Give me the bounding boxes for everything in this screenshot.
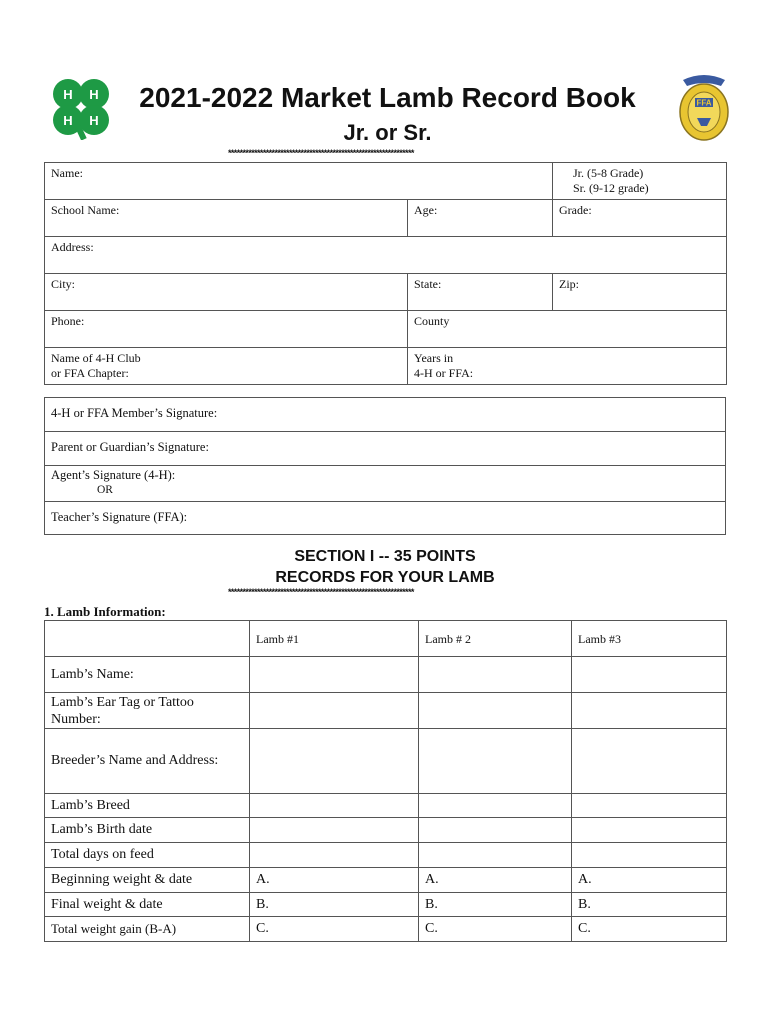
- lamb-3-begin-cell[interactable]: A.: [572, 868, 727, 893]
- zip-label: Zip:: [559, 277, 579, 291]
- row-label-birth: Lamb’s Birth date: [45, 818, 250, 843]
- column-header-lamb-1: Lamb #1: [250, 621, 419, 657]
- county-field[interactable]: [408, 311, 727, 348]
- teacher-signature-field[interactable]: [45, 502, 726, 535]
- county-label: County: [414, 314, 450, 328]
- row-label-tag: [45, 693, 250, 729]
- address-label: Address:: [51, 240, 94, 254]
- lamb-3-gain-cell[interactable]: C.: [572, 917, 727, 942]
- lamb-1-name-cell[interactable]: [250, 657, 419, 693]
- signature-table: [44, 397, 726, 535]
- row-label-begin: Beginning weight & date: [45, 868, 250, 893]
- asterisk-divider: ****************************************************************: [228, 148, 414, 158]
- lamb-3-final-cell[interactable]: B.: [572, 893, 727, 917]
- lamb-1-days-cell[interactable]: [250, 843, 419, 868]
- lamb-info-table: [44, 620, 727, 942]
- lamb-info-heading: 1. Lamb Information:: [44, 604, 166, 619]
- svg-text:H: H: [63, 87, 73, 102]
- lamb-3-tag-cell[interactable]: [572, 693, 727, 729]
- lamb-3-breed-cell[interactable]: [572, 794, 727, 818]
- ffa-emblem-logo: [677, 72, 731, 142]
- tag-label-line2: Number:: [51, 711, 101, 727]
- teacher-signature-label: Teacher’s Signature (FFA):: [51, 510, 188, 524]
- lamb-2-birth-cell[interactable]: [419, 818, 572, 843]
- lamb-2-final-cell[interactable]: B.: [419, 893, 572, 917]
- lamb-2-name-cell[interactable]: [419, 657, 572, 693]
- svg-text:FFA: FFA: [696, 98, 712, 108]
- grade-field[interactable]: [553, 200, 727, 237]
- phone-label: Phone:: [51, 314, 85, 328]
- lamb-2-breeder-cell[interactable]: [419, 729, 572, 794]
- lamb-1-begin-cell[interactable]: A.: [250, 868, 419, 893]
- tag-label-line1: Lamb’s Ear Tag or Tattoo: [51, 694, 194, 710]
- member-signature-field[interactable]: [45, 398, 726, 432]
- zip-field[interactable]: [553, 274, 727, 311]
- row-label-gain: Total weight gain (B-A): [45, 917, 250, 942]
- svg-text:H: H: [63, 113, 73, 128]
- lamb-3-birth-cell[interactable]: [572, 818, 727, 843]
- svg-text:H: H: [89, 87, 99, 102]
- agent-signature-field[interactable]: [45, 466, 726, 502]
- lamb-2-gain-cell[interactable]: C.: [419, 917, 572, 942]
- lamb-3-name-cell[interactable]: [572, 657, 727, 693]
- lamb-1-breeder-cell[interactable]: [250, 729, 419, 794]
- lamb-1-breed-cell[interactable]: [250, 794, 419, 818]
- level-sr: Sr. (9-12 grade): [573, 181, 649, 195]
- school-field[interactable]: [45, 200, 408, 237]
- club-label-line1: Name of 4-H Club: [51, 351, 141, 365]
- club-label-line2: or FFA Chapter:: [51, 366, 129, 380]
- agent-signature-label: Agent’s Signature (4-H):: [51, 468, 176, 482]
- level-jr: Jr. (5-8 Grade): [573, 166, 644, 180]
- lamb-1-final-cell[interactable]: B.: [250, 893, 419, 917]
- state-field[interactable]: [408, 274, 553, 311]
- name-label: Name:: [51, 166, 83, 180]
- row-label-breeder: Breeder’s Name and Address:: [45, 729, 250, 794]
- lamb-3-days-cell[interactable]: [572, 843, 727, 868]
- grade-label: Grade:: [559, 203, 592, 217]
- row-label-name: Lamb’s Name:: [45, 657, 250, 693]
- level-cell: [553, 163, 727, 200]
- lamb-2-begin-cell[interactable]: A.: [419, 868, 572, 893]
- asterisk-divider: ****************************************************************: [228, 587, 414, 597]
- section-title: SECTION I -- 35 POINTS: [294, 548, 476, 565]
- or-label: OR: [97, 484, 113, 496]
- lamb-1-tag-cell[interactable]: [250, 693, 419, 729]
- lamb-1-gain-cell[interactable]: C.: [250, 917, 419, 942]
- column-header-lamb-3: Lamb #3: [572, 621, 727, 657]
- column-header-lamb-2: Lamb # 2: [419, 621, 572, 657]
- name-field[interactable]: [45, 163, 553, 200]
- lamb-3-breeder-cell[interactable]: [572, 729, 727, 794]
- age-field[interactable]: [408, 200, 553, 237]
- row-label-breed: Lamb’s Breed: [45, 794, 250, 818]
- parent-signature-field[interactable]: [45, 432, 726, 466]
- lamb-2-tag-cell[interactable]: [419, 693, 572, 729]
- corner-cell: [45, 621, 250, 657]
- age-label: Age:: [414, 203, 438, 217]
- lamb-2-days-cell[interactable]: [419, 843, 572, 868]
- address-field[interactable]: [45, 237, 727, 274]
- document-title: 2021-2022 Market Lamb Record Book: [139, 82, 636, 113]
- city-label: City:: [51, 277, 76, 291]
- lamb-2-breed-cell[interactable]: [419, 794, 572, 818]
- row-label-final: Final weight & date: [45, 893, 250, 917]
- member-signature-label: 4-H or FFA Member’s Signature:: [51, 406, 218, 420]
- 4h-clover-logo: [48, 74, 114, 140]
- parent-signature-label: Parent or Guardian’s Signature:: [51, 440, 209, 454]
- club-field[interactable]: [45, 348, 408, 385]
- section-subtitle: RECORDS FOR YOUR LAMB: [275, 569, 495, 586]
- svg-text:H: H: [89, 113, 99, 128]
- member-info-table: [44, 162, 727, 385]
- school-label: School Name:: [51, 203, 120, 217]
- years-label-line1: Years in: [414, 351, 454, 365]
- years-field[interactable]: [408, 348, 727, 385]
- phone-field[interactable]: [45, 311, 408, 348]
- years-label-line2: 4-H or FFA:: [414, 366, 474, 380]
- lamb-1-birth-cell[interactable]: [250, 818, 419, 843]
- document-subtitle: Jr. or Sr.: [343, 120, 432, 145]
- state-label: State:: [414, 277, 442, 291]
- city-field[interactable]: [45, 274, 408, 311]
- row-label-days: Total days on feed: [45, 843, 250, 868]
